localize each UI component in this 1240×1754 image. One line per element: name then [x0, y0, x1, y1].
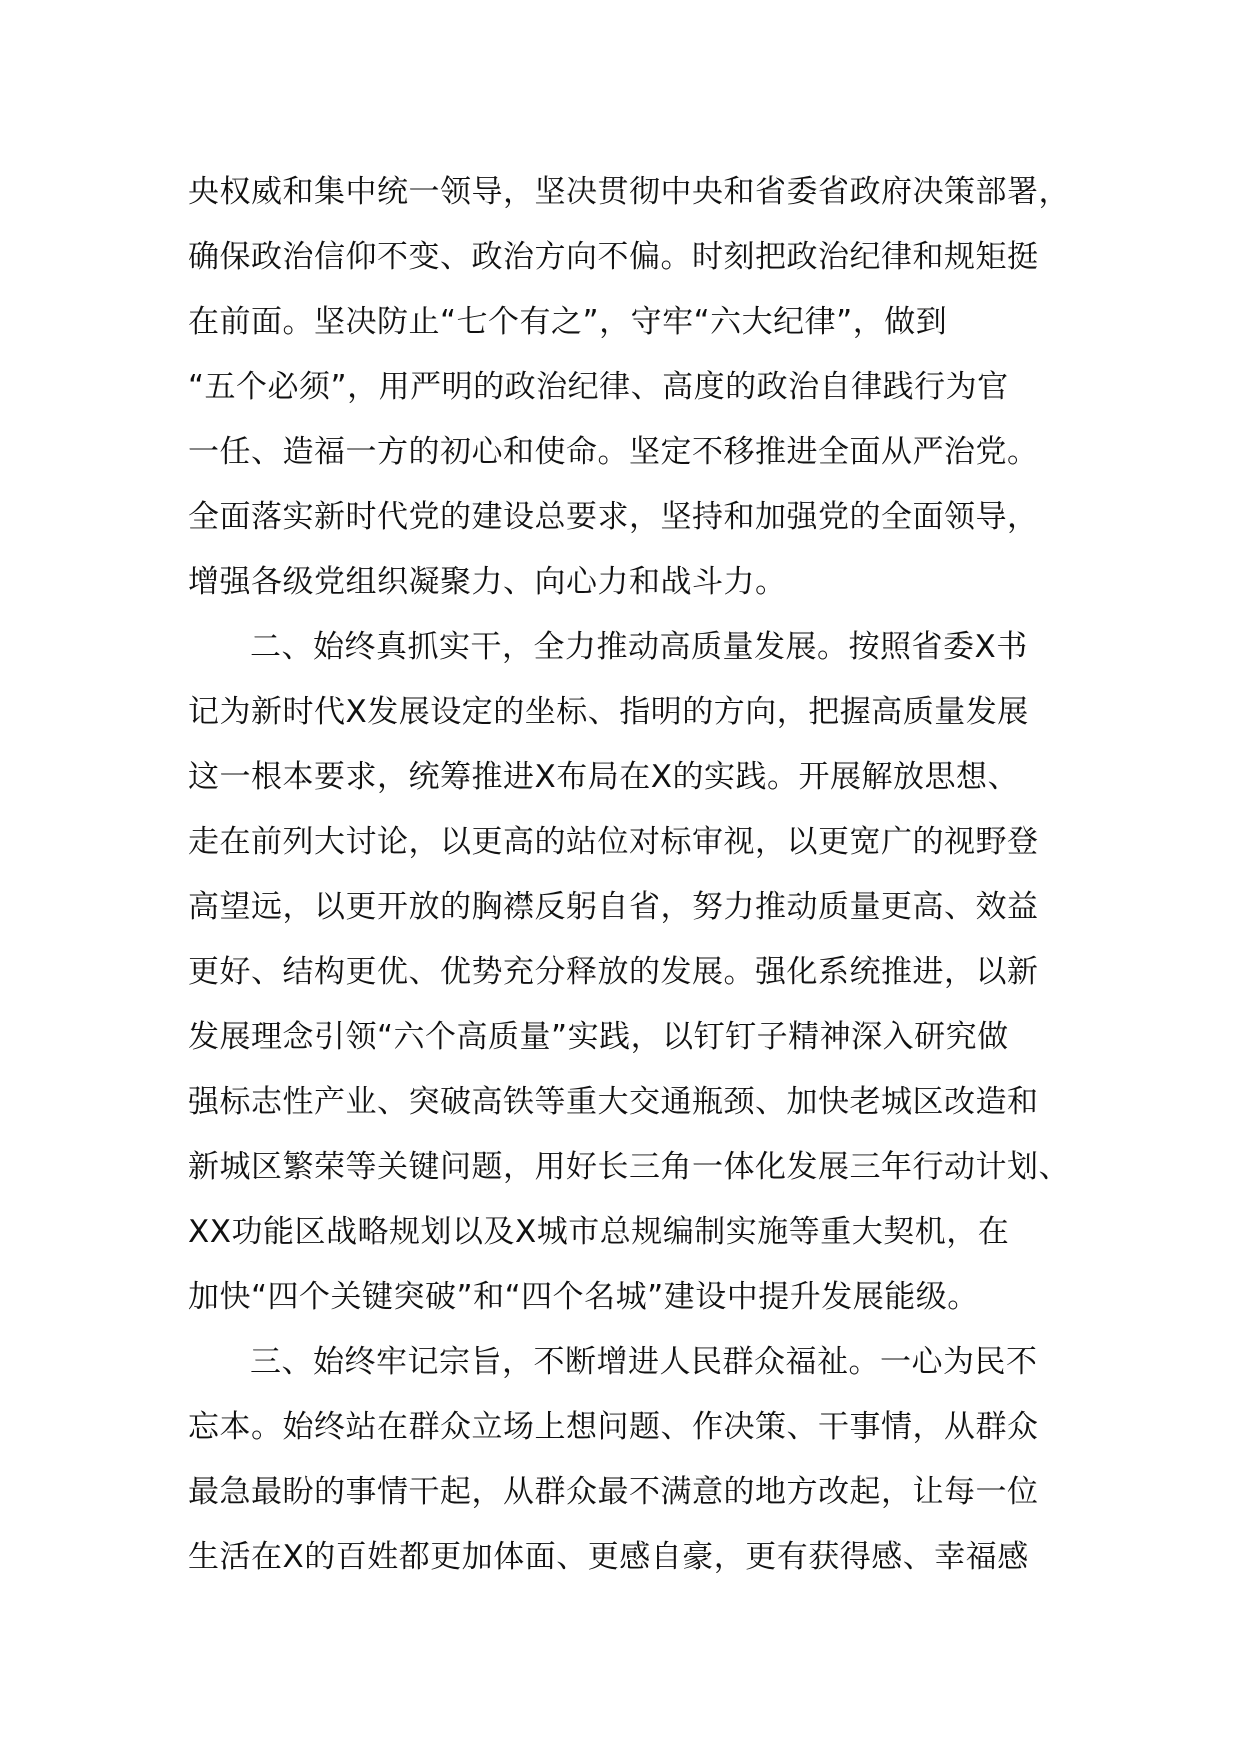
section-heading-line: 三、始终牢记宗旨，不断增进人民群众福祉。一心为民不	[250, 1344, 1038, 1380]
body-text	[188, 160, 1068, 1590]
text-line: XX功能区战略规划以及X城市总规编制实施等重大契机，在	[188, 1214, 1010, 1250]
text-line: 忘本。始终站在群众立场上想问题、作决策、干事情，从群众	[188, 1409, 1039, 1445]
text-line: 高望远，以更开放的胸襟反躬自省，努力推动质量更高、效益	[188, 889, 1039, 925]
text-line: 走在前列大讨论，以更高的站位对标审视，以更宽广的视野登	[188, 824, 1039, 860]
text-line: 这一根本要求，统筹推进X布局在X的实践。开展解放思想、	[188, 759, 1019, 795]
text-line: 新城区繁荣等关键问题，用好长三角一体化发展三年行动计划、	[188, 1149, 1070, 1185]
text-line: 发展理念引领“六个高质量”实践，以钉钉子精神深入研究做	[188, 1019, 1009, 1055]
text-line: 加快“四个关键突破”和“四个名城”建设中提升发展能级。	[188, 1279, 979, 1315]
text-line: 最急最盼的事情干起，从群众最不满意的地方改起，让每一位	[188, 1474, 1039, 1510]
text-line: 一任、造福一方的初心和使命。坚定不移推进全面从严治党。	[188, 434, 1039, 470]
text-line: 央权威和集中统一领导，坚决贯彻中央和省委省政府决策部署，	[188, 174, 1070, 210]
text-line: 记为新时代X发展设定的坐标、指明的方向，把握高质量发展	[188, 694, 1029, 730]
text-line: 增强各级党组织凝聚力、向心力和战斗力。	[188, 564, 787, 600]
text-line: 更好、结构更优、优势充分释放的发展。强化系统推进，以新	[188, 954, 1039, 990]
text-line: 确保政治信仰不变、政治方向不偏。时刻把政治纪律和规矩挺	[188, 239, 1039, 275]
text-line: 强标志性产业、突破高铁等重大交通瓶颈、加快老城区改造和	[188, 1084, 1039, 1120]
text-line: “五个必须”，用严明的政治纪律、高度的政治自律践行为官	[188, 369, 1009, 405]
text-line: 生活在X的百姓都更加体面、更感自豪，更有获得感、幸福感	[188, 1539, 1029, 1575]
text-line: 在前面。坚决防止“七个有之”，守牢“六大纪律”，做到	[188, 304, 948, 340]
section-heading-line: 二、始终真抓实干，全力推动高质量发展。按照省委X书	[250, 629, 1028, 665]
text-line: 全面落实新时代党的建设总要求，坚持和加强党的全面领导，	[188, 499, 1039, 535]
